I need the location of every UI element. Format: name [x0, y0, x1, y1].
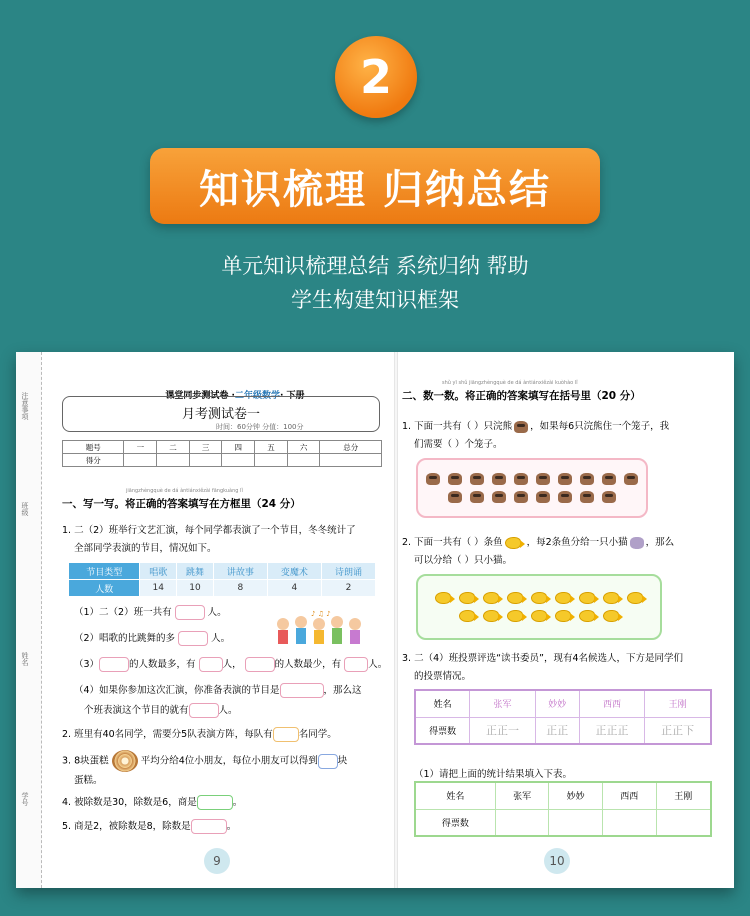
- vote-cell-3[interactable]: [602, 809, 656, 836]
- right-sub1: （1）请把上面的统计结果填入下表。: [414, 769, 573, 780]
- raccoon-icon: [492, 473, 506, 485]
- section2-heading: 二、数一数。将正确的答案填写在括号里（20 分）: [402, 390, 641, 402]
- q5: 5. 商是2，被除数是8，除数是 。: [62, 821, 237, 832]
- fish-icon: [603, 592, 619, 604]
- raccoon-icon: [448, 491, 462, 503]
- fish-icon: [579, 610, 595, 622]
- page-number-right: 10: [544, 848, 570, 874]
- answer-box-sub3-b[interactable]: [199, 657, 223, 672]
- fish-icon: [459, 592, 475, 604]
- right-q1-line2: 们需要（ ）个笼子。: [414, 439, 503, 450]
- sub-q1: （1）二（2）班一共有 人。: [74, 607, 227, 618]
- fish-icon: [483, 592, 499, 604]
- q4: 4. 被除数是30，除数是6，商是 。: [62, 797, 243, 808]
- answer-box-q5[interactable]: [191, 819, 227, 834]
- fish-icon: [507, 610, 523, 622]
- right-q2-line2: 可以分给（ ）只小猫。: [414, 555, 513, 566]
- spine-name: 姓名: [21, 652, 29, 666]
- q1-line1: 1. 二（2）班举行文艺汇演，每个同学都表演了一个节目，冬冬统计了: [62, 525, 356, 536]
- exam-title: 月考测试卷一: [62, 396, 380, 432]
- answer-box-sub4-count[interactable]: [189, 703, 219, 718]
- q3-line1: 3. 8块蛋糕 平均分给4位小朋友，每位小朋友可以得到 块: [62, 750, 347, 772]
- raccoon-icon: [624, 473, 638, 485]
- sub-q4-line1: （4）如果你参加这次汇演，你准备表演的节目是 ，那么这: [74, 685, 362, 696]
- q3-line2: 蛋糕。: [74, 775, 103, 786]
- sub-q3: （3） 的人数最多，有 人， 的人数最少，有 人。: [74, 659, 388, 670]
- raccoon-icon: [514, 473, 528, 485]
- fish-icon: [531, 592, 547, 604]
- answer-box-q4[interactable]: [197, 795, 233, 810]
- raccoon-icon: [470, 491, 484, 503]
- fish-icon: [459, 610, 475, 622]
- fish-icon: [627, 592, 643, 604]
- fish-icon: [555, 592, 571, 604]
- page-gutter: [394, 352, 398, 888]
- raccoon-icon: [448, 473, 462, 485]
- right-q3-line1: 3. 二（4）班投票评选“读书委员”，现有4名候选人，下方是同学们: [402, 653, 684, 664]
- spine-notes: 注意事项: [21, 392, 29, 420]
- page-number-left: 9: [204, 848, 230, 874]
- answer-box-sub1[interactable]: [175, 605, 205, 620]
- cake-roll-icon: [112, 750, 138, 772]
- q2: 2. 班里有40名同学，需要分5队表演方阵，每队有 名同学。: [62, 729, 337, 740]
- fish-icon: [555, 610, 571, 622]
- raccoon-icon: [580, 473, 594, 485]
- score-table: 题号 一 二 三 四 五 六 总分 得分: [62, 440, 382, 467]
- children-singing-illustration: [271, 610, 367, 650]
- raccoon-icon: [492, 491, 506, 503]
- raccoon-icon: [602, 491, 616, 503]
- sub-q2: （2）唱歌的比跳舞的多 人。: [74, 633, 231, 644]
- fish-icon: [507, 592, 523, 604]
- fish-icon: [483, 610, 499, 622]
- raccoon-icon: [514, 491, 528, 503]
- raccoon-icon: [580, 491, 594, 503]
- raccoon-icon: [470, 473, 484, 485]
- answer-box-q3[interactable]: [318, 754, 338, 769]
- section2-pinyin: shǔ yī shǔ jiāngzhèngquè de dá àntiánxiězài kuòhào lǐ: [442, 380, 578, 386]
- binding-margin: [16, 352, 42, 888]
- fish-group-box: [416, 574, 662, 640]
- spine-class: 班级: [21, 502, 29, 516]
- open-workbook: [16, 352, 734, 888]
- answer-box-sub3-a[interactable]: [99, 657, 129, 672]
- raccoon-icon: [558, 473, 572, 485]
- raccoon-icon: [536, 473, 550, 485]
- vote-tally-table: 姓名 张军 妙妙 西西 王刚 得票数 正正一 正正 正正正 正正下: [414, 689, 712, 745]
- vote-result-table: 姓名 张军 妙妙 西西 王刚 得票数: [414, 781, 712, 837]
- subtitle-line-2: 学生构建知识框架: [291, 288, 459, 312]
- subtitle-line-1: 单元知识梳理总结 系统归纳 帮助: [221, 254, 529, 278]
- fish-icon: [579, 592, 595, 604]
- sub-q4-line2: 个班表演这个节目的就有 人。: [84, 705, 238, 716]
- title-banner: 知识梳理 归纳总结: [150, 148, 600, 224]
- answer-box-sub3-d[interactable]: [344, 657, 368, 672]
- raccoon-group-box: [416, 458, 648, 518]
- answer-box-sub3-c[interactable]: [245, 657, 275, 672]
- right-q1-line1: 1. 下面一共有（ ）只浣熊 ，如果每6只浣熊住一个笼子，我: [402, 421, 670, 432]
- exam-time-score: 时间：60分钟 分值：100分: [216, 423, 304, 431]
- section1-heading: 一、写一写。将正确的答案填写在方框里（24 分）: [62, 498, 301, 510]
- answer-box-sub4-program[interactable]: [280, 683, 324, 698]
- raccoon-icon: [602, 473, 616, 485]
- answer-box-q2[interactable]: [273, 727, 299, 742]
- spine-student-id: 学号: [21, 792, 29, 806]
- fish-icon: [505, 537, 521, 549]
- vote-cell-4[interactable]: [656, 809, 711, 836]
- svg-text:♪ ♫ ♪: ♪ ♫ ♪: [311, 610, 331, 618]
- section1-pinyin: jiāngzhèngquè de dá àntiánxiězài fāngkuàng lǐ: [126, 488, 243, 494]
- fish-icon: [435, 592, 451, 604]
- answer-box-sub2[interactable]: [178, 631, 208, 646]
- raccoon-icon: [426, 473, 440, 485]
- cat-icon: [630, 537, 644, 549]
- fish-icon: [531, 610, 547, 622]
- raccoon-icon: [558, 491, 572, 503]
- raccoon-icon: [536, 491, 550, 503]
- left-page-header: 课堂同步测试卷 ·二年级数学· 下册: [165, 391, 305, 401]
- step-number-badge: 2: [335, 36, 417, 118]
- program-table: 节目类型 唱歌 跳舞 讲故事 变魔术 诗朗诵 人数 14 10 8 4 2: [68, 562, 376, 597]
- right-q2-line1: 2. 下面一共有（ ）条鱼 ，每2条鱼分给一只小猫 ，那么: [402, 537, 675, 548]
- q1-line2: 全部同学表演的节目，情况如下。: [74, 543, 217, 554]
- raccoon-icon: [514, 421, 528, 433]
- fish-icon: [603, 610, 619, 622]
- vote-cell-2[interactable]: [549, 809, 603, 836]
- right-q3-line2: 的投票情况。: [414, 671, 472, 682]
- vote-cell-1[interactable]: [495, 809, 549, 836]
